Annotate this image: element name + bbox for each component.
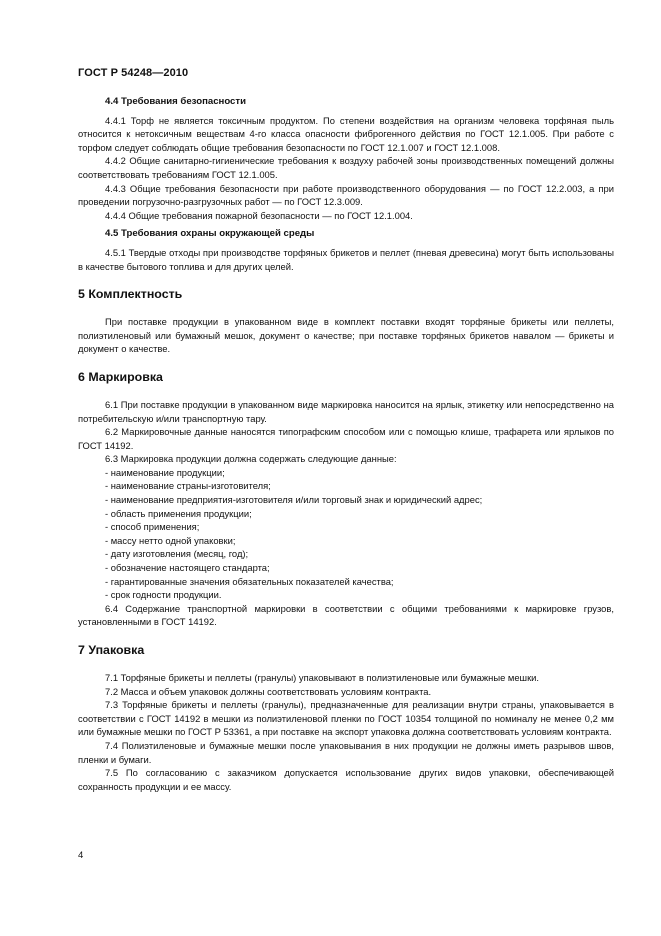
paragraph-7-3: 7.3 Торфяные брикеты и пеллеты (гранулы), предназначенные для реализации внутри страны, упаковывается в соответствии с ГОСТ 14192 в мешки из полиэтиленовой пленки по ГОСТ 10354 толщиной по номиналу не менее 0,2 мм или бумажные мешки по ГОСТ Р 53361, а при поставке на экспорт упаковка должна соответствовать условиям контракта.: [78, 699, 614, 738]
paragraph-6-1: 6.1 При поставке продукции в упакованном виде маркировка наносится на ярлык, этикетку или непосредственно на потребительскую и/или транспортную тару.: [78, 398, 614, 424]
page-number: 4: [78, 850, 84, 861]
section-5-title: 5 Комплектность: [78, 287, 183, 302]
paragraph-7-2: 7.2 Масса и объем упаковок должны соответствовать условиям контракта.: [105, 685, 432, 697]
paragraph-4-4-1: 4.4.1 Торф не является токсичным продуктом. По степени воздействия на организм человека торфяная пыль относится к нетоксичным веществам 4-го класса опасности фиброгенного действия по ГОСТ 12.1.005. При работе с торфом следует соблюдать общие требования безопасности по ГОСТ 12.1.007 и ГОСТ 12.1.008.: [78, 114, 614, 153]
document-body: [78, 95, 614, 793]
paragraph-4-4-2: 4.4.2 Общие санитарно-гигиенические требования к воздуху рабочей зоны производственных помещений должны соответствовать требованиям ГОСТ 12.1.005.: [78, 155, 614, 180]
subsection-4-4-title: 4.4 Требования безопасности: [105, 96, 246, 107]
list-item: - обозначение настоящего стандарта;: [105, 562, 270, 574]
list-item: - наименование продукции;: [105, 466, 225, 478]
paragraph-5: При поставке продукции в упакованном виде в комплект поставки входят торфяные брикеты или пеллеты, полиэтиленовый или бумажный мешок, документ о качестве; при поставке торфяных брикетов навалом — брикеты и документ о качестве.: [78, 316, 614, 355]
list-item: - массу нетто одной упаковки;: [105, 534, 236, 546]
paragraph-4-5-1: 4.5.1 Твердые отходы при производстве торфяных брикетов и пеллет (пневая древесина) могут быть использованы в качестве бытового топлива и для других целей.: [78, 246, 614, 272]
paragraph-4-4-3: 4.4.3 Общие требования безопасности при работе производственного оборудования — по ГОСТ 12.2.003, а при проведении погрузочно-разгрузочных работ — по ГОСТ 12.3.009.: [78, 182, 614, 208]
standard-header: ГОСТ Р 54248—2010: [78, 67, 189, 79]
list-item: - гарантированные значения обязательных показателей качества;: [105, 575, 394, 587]
paragraph-7-4: 7.4 Полиэтиленовые и бумажные мешки после упаковывания в них продукции не должны иметь разрывов швов, пленки и бумаги.: [78, 739, 614, 765]
list-item: - срок годности продукции.: [105, 589, 222, 601]
list-item: - наименование предприятия-изготовителя и/или торговый знак и юридический адрес;: [105, 494, 483, 506]
paragraph-7-1: 7.1 Торфяные брикеты и пеллеты (гранулы) упаковывают в полиэтиленовые или бумажные мешки.: [105, 672, 540, 683]
section-7-title: 7 Упаковка: [78, 643, 145, 657]
paragraph-6-4: 6.4 Содержание транспортной маркировки в соответствии с общими требованиями к маркировке грузов, установленными в ГОСТ 14192.: [78, 602, 614, 628]
list-item: - способ применения;: [105, 521, 200, 533]
paragraph-4-4-4: 4.4.4 Общие требования пожарной безопасности — по ГОСТ 12.1.004.: [105, 209, 413, 221]
subsection-4-5-title: 4.5 Требования охраны окружающей среды: [105, 228, 315, 240]
section-6-title: 6 Маркировка: [78, 369, 163, 384]
paragraph-6-3: 6.3 Маркировка продукции должна содержать следующие данные:: [105, 453, 397, 465]
paragraph-6-2: 6.2 Маркировочные данные наносятся типографским способом или с помощью клише, трафарета или ярлыков по ГОСТ 14192.: [78, 426, 614, 451]
paragraph-7-5: 7.5 По согласованию с заказчиком допускается использование других видов упаковки, обеспечивающей сохранность продукции и ее массу.: [78, 767, 614, 792]
list-item: - дату изготовления (месяц, год);: [105, 548, 249, 560]
list-item: - область применения продукции;: [105, 507, 252, 519]
list-item: - наименование страны-изготовителя;: [105, 480, 271, 492]
